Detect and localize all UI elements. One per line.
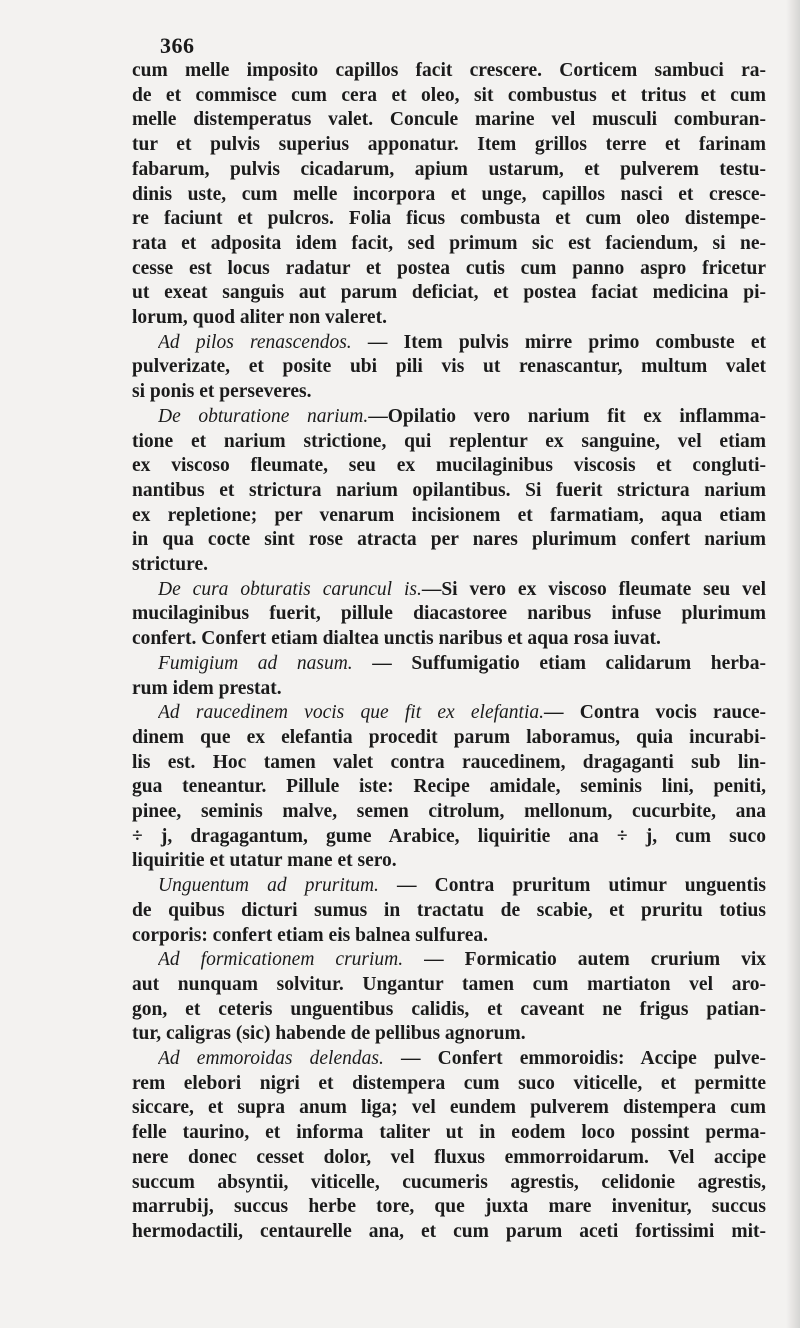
line-text: ex repletione; per venarum incisionem et farmatiam, aqua etiam: [132, 504, 766, 526]
text-line: [158, 651, 766, 677]
line-text: cum melle imposito capillos facit crescere. Corticem sambuci ra-: [132, 60, 766, 81]
line-text: — Suffumigatio etiam calidarum herba-: [352, 652, 766, 674]
line-text: aut nunquam solvitur. Ungantur tamen cum martiaton vel aro-: [132, 973, 766, 995]
text-line: [132, 83, 766, 109]
line-text: pulverizate, et posite ubi pili vis ut renascantur, multum valet: [132, 356, 766, 378]
text-line: [132, 923, 766, 949]
text-line: [132, 1194, 766, 1220]
line-text: liquiritie et utatur mane et sero.: [132, 850, 397, 872]
section-heading: Fumigium ad nasum.: [158, 652, 353, 674]
line-text: rem elebori nigri et distempera cum suco viticelle, et permitte: [132, 1072, 766, 1094]
line-text: hermodactili, centaurelle ana, et cum parum aceti fortissimi mit-: [132, 1220, 766, 1242]
line-text: — Contra pruritum utimur unguentis: [378, 875, 766, 897]
line-text: corporis: confert etiam eis balnea sulfurea.: [132, 924, 488, 946]
text-line: [132, 478, 766, 504]
line-text: de quibus dicturi sumus in tractatu de scabie, et pruritu totius: [132, 899, 766, 921]
text-line: [132, 354, 766, 380]
text-line: [158, 873, 766, 899]
text-line: [132, 1095, 766, 1121]
text-line: [132, 1071, 766, 1097]
line-text: lorum, quod aliter non valeret.: [132, 307, 387, 328]
line-text: — Formicatio autem crurium vix: [403, 949, 766, 971]
line-text: nere donec cesset dolor, vel fluxus emmorroidarum. Vel accipe: [132, 1146, 766, 1168]
line-text: fabarum, pulvis cicadarum, apium ustarum, et pulverem testu-: [132, 158, 766, 180]
line-text: re faciunt et pulcros. Folia ficus combusta et cum oleo distempe-: [132, 208, 766, 230]
text-line: [132, 1219, 766, 1245]
line-text: — Contra vocis rauce-: [544, 702, 766, 724]
text-line: [132, 379, 766, 405]
text-line: [132, 206, 766, 232]
text-line: [132, 997, 766, 1023]
page-number: 366: [160, 33, 195, 58]
text-line: [158, 947, 766, 973]
text-line: [132, 972, 766, 998]
line-text: felle taurino, et informa taliter ut in eodem loco possint perma-: [132, 1122, 766, 1144]
line-text: — Item pulvis mirre primo combuste et: [351, 331, 766, 353]
section-heading: Unguentum ad pruritum.: [158, 875, 379, 897]
text-line: [132, 305, 766, 331]
text-line: [132, 824, 766, 850]
text-line: [132, 552, 766, 578]
text-line: [132, 626, 766, 652]
line-text: —Opilatio vero narium fit ex inflamma-: [368, 405, 766, 427]
line-text: de et commisce cum cera et oleo, sit combustus et tritus et cum: [132, 84, 766, 106]
text-line: [132, 58, 766, 84]
page-edge-shadow: [786, 0, 800, 1328]
line-text: tione et narium strictione, qui replentur ex sanguine, vel etiam: [132, 430, 766, 452]
text-line: [132, 1145, 766, 1171]
line-text: ÷ j, dragagantum, gume Arabice, liquiritie ana ÷ j, cum suco: [132, 825, 766, 847]
text-line: [132, 527, 766, 553]
text-line: [132, 848, 766, 874]
text-line: [132, 1120, 766, 1146]
line-text: nantibus et strictura narium opilantibus. Si fuerit strictura narium: [132, 479, 766, 501]
line-text: dinis uste, cum melle incorpora et unge, capillos nasci et cresce-: [132, 183, 766, 205]
line-text: gua teneantur. Pillule iste: Recipe amidale, seminis lini, peniti,: [132, 776, 766, 798]
line-text: lis est. Hoc tamen valet contra raucedinem, dragaganti sub lin-: [132, 751, 766, 773]
text-line: [132, 280, 766, 306]
line-text: mucilaginibus fuerit, pillule diacastoree naribus infuse plurimum: [132, 603, 766, 625]
section-heading: De obturatione narium.: [158, 405, 369, 427]
line-text: succum absyntii, viticelle, cucumeris agrestis, celidonie agrestis,: [132, 1171, 766, 1193]
section-heading: Ad pilos renascendos.: [158, 331, 352, 353]
line-text: dinem que ex elefantia procedit parum laboramus, quia incurabi-: [132, 726, 766, 748]
text-line: [132, 601, 766, 627]
text-line: [132, 676, 766, 702]
line-text: marrubij, succus herbe tore, que juxta mare invenitur, succus: [132, 1196, 766, 1218]
text-line: [132, 898, 766, 924]
text-line: [158, 700, 766, 726]
text-line: [132, 157, 766, 183]
text-line: [132, 182, 766, 208]
line-text: rata et adposita idem facit, sed primum sic est faciendum, si ne-: [132, 232, 766, 254]
line-text: stricture.: [132, 554, 208, 575]
section-heading: De cura obturatis caruncul is.: [158, 578, 422, 600]
line-text: —Si vero ex viscoso fleumate seu vel: [421, 578, 766, 600]
text-line: [132, 774, 766, 800]
text-line: [132, 453, 766, 479]
line-text: confert. Confert etiam dialtea unctis naribus et aqua rosa iuvat.: [132, 628, 661, 650]
text-line: [158, 577, 766, 603]
line-text: ex viscoso fleumate, seu ex mucilaginibus viscosis et congluti-: [132, 455, 766, 477]
section-heading: Ad formicationem crurium.: [158, 949, 404, 971]
line-text: rum idem prestat.: [132, 677, 282, 699]
line-text: gon, et ceteris unguentibus calidis, et caveant ne frigus patian-: [132, 998, 766, 1020]
line-text: siccare, et supra anum liga; vel eundem pulverem distempera cum: [132, 1097, 766, 1119]
section-heading: Ad emmoroidas delendas.: [158, 1048, 384, 1069]
text-line: [158, 404, 766, 430]
line-text: tur et pulvis superius apponatur. Item grillos terre et farinam: [132, 134, 766, 156]
line-text: ut exeat sanguis aut parum deficiat, et postea faciat medicina pi-: [132, 282, 766, 304]
section-heading: Ad raucedinem vocis que fit ex elefantia.: [158, 702, 545, 724]
text-line: [158, 1046, 766, 1072]
text-line: [132, 1021, 766, 1047]
text-line: [132, 1170, 766, 1196]
text-line: [132, 429, 766, 455]
line-text: in qua cocte sint rose atracta per nares plurimum confert narium: [132, 529, 766, 551]
text-line: [132, 107, 766, 133]
text-line: [132, 503, 766, 529]
line-text: cesse est locus radatur et postea cutis cum panno aspro fricetur: [132, 257, 766, 279]
text-line: [132, 256, 766, 282]
line-text: si ponis et perseveres.: [132, 381, 312, 403]
text-line: [132, 750, 766, 776]
line-text: — Confert emmoroidis: Accipe pulve-: [383, 1048, 766, 1069]
text-line: [132, 231, 766, 257]
line-text: tur, caligras (sic) habende de pellibus agnorum.: [132, 1023, 526, 1045]
text-line: [132, 132, 766, 158]
text-line: [132, 799, 766, 825]
line-text: melle distemperatus valet. Concule marine vel musculi comburan-: [132, 109, 766, 131]
text-line: [132, 725, 766, 751]
line-text: pinee, seminis malve, semen citrolum, mellonum, cucurbite, ana: [132, 801, 766, 822]
text-line: [158, 330, 766, 356]
